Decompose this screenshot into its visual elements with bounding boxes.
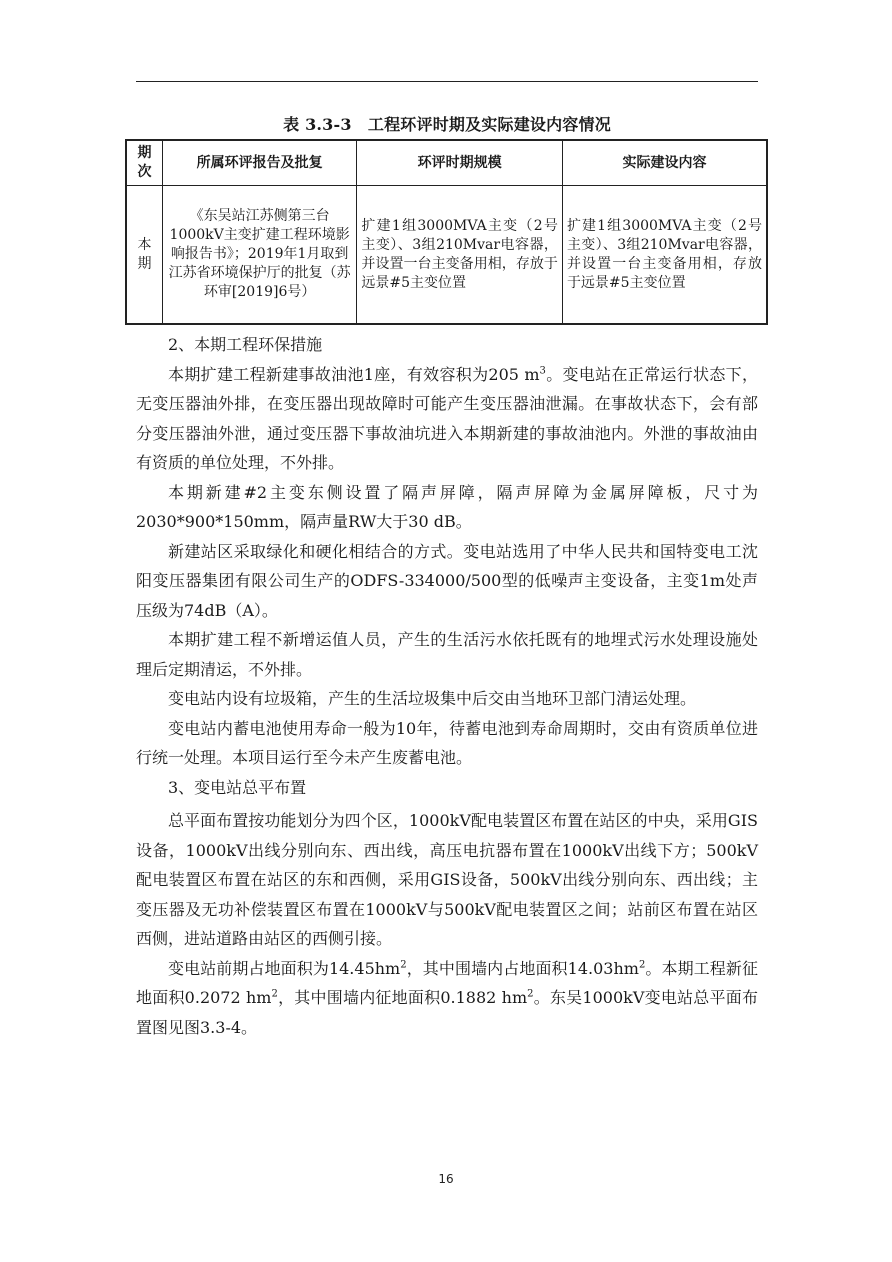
table-caption: 表 3.3-3 工程环评时期及实际建设内容情况 [283, 115, 611, 134]
header-rule [136, 81, 758, 82]
table-header-row [126, 140, 767, 186]
header-eia-scale: 环评时期规模 [357, 140, 563, 186]
header-phase: 期次 [126, 140, 162, 186]
cell-phase: 本期 [126, 186, 162, 325]
section-2-paragraph-4: 本期扩建工程不新增运值人员，产生的生活污水依托既有的地埋式污水处理设施处理后定期清运，不外排。 [136, 630, 758, 679]
cell-report: 《东吴站江苏侧第三台1000kV主变扩建工程环境影响报告书》；2019年1月取到江苏省环境保护厅的批复（苏环审[2019]6号） [162, 186, 356, 325]
body-text [136, 330, 758, 1042]
section-2-paragraph-3: 新建站区采取绿化和硬化相结合的方式。变电站选用了中华人民共和国特变电工沈阳变压器集团有限公司生产的ODFS-334000/500型的低噪声主变设备，主变1m处声压级为74dB（A）。 [136, 541, 758, 620]
section-2-paragraph-2: 本期新建#2主变东侧设置了隔声屏障，隔声屏障为金属屏障板，尺寸为2030*900*150mm，隔声量RW大于30 dB。 [136, 482, 758, 531]
section-3-paragraph-2: 变电站前期占地面积为$14.45hm^2$，其中围墙内占地面积$14.03hm^2$。本期工程新征地面积0.2072 $hm^2$，其中围墙内征地面积0.1882 $hm^2$。东吴1000kV变电站总平面布置图见图3.3-4。 [136, 958, 758, 1037]
header-actual: 实际建设内容 [562, 140, 767, 186]
section-2-paragraph-5: 变电站内设有垃圾箱，产生的生活垃圾集中后交由当地环卫部门清运处理。 [168, 689, 697, 708]
table-row [126, 186, 767, 325]
page-number: 16 [438, 1172, 454, 1186]
section-2-heading: 2、本期工程环保措施 [168, 335, 323, 354]
section-3-paragraph-1: 总平面布置按功能划分为四个区，1000kV配电装置区布置在站区的中央，采用GIS设备，1000kV出线分别向东、西出线，高压电抗器布置在1000kV出线下方；500kV配电装置区布置在站区的东和西侧，采用GIS设备，500kV出线分别向东、西出线；主变压器及无功补偿装置区布置在1000kV与500kV配电装置区之间；站前区布置在站区西侧，进站道路由站区的西侧引接。 [136, 811, 758, 948]
eia-construction-table [125, 139, 768, 325]
cell-actual: 扩建1组3000MVA主变（2号主变）、3组210Mvar电容器，并设置一台主变备用相，存放于远景#5主变位置 [562, 186, 767, 325]
section-2-paragraph-6: 变电站内蓄电池使用寿命一般为10年，待蓄电池到寿命周期时，交由有资质单位进行统一处理。本项目运行至今未产生废蓄电池。 [136, 718, 758, 767]
header-report: 所属环评报告及批复 [162, 140, 356, 186]
section-3-heading: 3、变电站总平布置 [168, 777, 307, 797]
cell-eia-scale: 扩建1组3000MVA主变（2号主变）、3组210Mvar电容器，并设置一台主变备用相，存放于远景#5主变位置 [357, 186, 563, 325]
section-2-paragraph-1: 本期扩建工程新建事故油池1座，有效容积为205 $m^3$。变电站在正常运行状态下，无变压器油外排，在变压器出现故障时可能产生变压器油泄漏。在事故状态下，会有部分变压器油外泄，通过变压器下事故油坑进入本期新建的事故油池内。外泄的事故油由有资质的单位处理，不外排。 [136, 364, 758, 472]
